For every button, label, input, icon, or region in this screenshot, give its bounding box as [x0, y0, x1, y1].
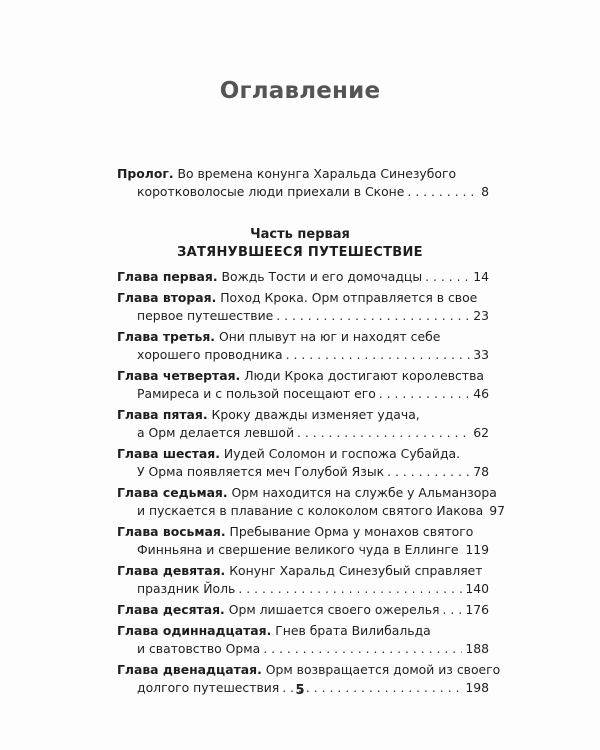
entry-title-line2: и пускается в плавание с колоколом святого Иакова — [137, 503, 484, 518]
entry-title-line2: праздник Йоль — [137, 581, 236, 596]
entry-title-line1: Орм возвращается домой из своего — [265, 662, 501, 677]
entry-label: Глава десятая. — [117, 602, 225, 617]
entry-page-number: 33 — [473, 347, 489, 362]
entry-page-number: 78 — [473, 464, 489, 479]
entry-page-number: 14 — [473, 269, 489, 284]
entry-title-line2: У Орма появляется меч Голубой Язык — [137, 464, 385, 479]
entry-page-number: 119 — [465, 542, 489, 557]
entry-label: Глава шестая. — [117, 446, 220, 461]
dot-leader — [379, 385, 470, 403]
toc-entry-chapter — [117, 328, 489, 364]
entry-title-line2: а Орм делается левшой — [137, 425, 295, 440]
entry-title-line1: Иудей Соломон и госпожа Субайда. — [223, 446, 461, 461]
toc-entry-chapter — [117, 406, 489, 442]
entry-label: Глава одиннадцатая. — [117, 623, 272, 638]
entry-title-line1: Кроку дважды изменяет удача, — [211, 407, 420, 422]
entry-label: Глава пятая. — [117, 407, 208, 422]
entry-title-line1: Во времена конунга Харальда Синезубого — [177, 166, 457, 181]
toc-entry-chapter — [117, 601, 489, 619]
toc-entry-prologue — [117, 165, 489, 201]
toc-entry-chapter — [117, 523, 489, 559]
entry-title-line1: Орм лишается своего ожерелья — [228, 602, 440, 617]
entry-page-number: 46 — [473, 386, 489, 401]
page-title: Оглавление — [219, 78, 381, 104]
entry-label: Пролог. — [117, 166, 174, 181]
toc-entry-chapter — [117, 445, 489, 481]
entry-page-number: 188 — [465, 641, 489, 656]
dot-leader — [286, 346, 471, 364]
toc-entry-chapter — [117, 562, 489, 598]
entry-title-line1: Пребывание Орма у монахов святого — [229, 524, 474, 539]
entry-title-line2: и сватовство Орма — [137, 641, 261, 656]
entry-title-line1: Конунг Харальд Синезубый справляет — [229, 563, 483, 578]
toc-entry-chapter — [117, 622, 489, 658]
part-name: ЗАТЯНУВШЕЕСЯ ПУТЕШЕСТВИЕ — [177, 245, 423, 260]
dot-leader — [442, 601, 462, 619]
entry-title-line1: Орм находится на службе у Альманзора — [231, 485, 497, 500]
entry-label: Глава вторая. — [117, 290, 217, 305]
dot-leader — [425, 268, 470, 286]
entry-title-line2: Финньяна и свершение великого чуда в Еллинге — [137, 542, 459, 557]
entry-title-line1: Вождь Тости и его домочадцы — [221, 269, 423, 284]
entry-label: Глава седьмая. — [117, 485, 228, 500]
entry-page-number: 97 — [489, 503, 505, 518]
toc-entry-chapter — [117, 289, 489, 325]
entry-label: Глава двенадцатая. — [117, 662, 262, 677]
entry-label: Глава первая. — [117, 269, 218, 284]
toc-entry-chapter — [117, 484, 505, 520]
entry-page-number: 140 — [465, 581, 489, 596]
entry-title-line2: коротковолосые люди приехали в Сконе — [137, 184, 405, 199]
entry-label: Глава восьмая. — [117, 524, 226, 539]
entry-title-line2: Рамиреса и с пользой посещают его — [137, 386, 376, 401]
toc-entry-chapter — [117, 268, 489, 286]
entry-page-number: 176 — [465, 602, 489, 617]
entry-label: Глава четвертая. — [117, 368, 241, 383]
chapter-list — [117, 268, 505, 700]
entry-page-number: 198 — [465, 680, 489, 695]
dot-leader — [462, 541, 463, 559]
entry-title-line2: долгого путешествия — [137, 680, 280, 695]
entry-title-line1: Люди Крока достигают королевства — [244, 368, 484, 383]
entry-page-number: 23 — [473, 308, 489, 323]
toc-entry-chapter — [117, 367, 489, 403]
entry-title-line1: Гнев брата Вилибальда — [275, 623, 431, 638]
page-number: 5 — [295, 683, 305, 698]
part-label: Часть первая — [250, 227, 350, 242]
entry-page-number: 8 — [481, 184, 489, 199]
dot-leader — [387, 463, 470, 481]
dot-leader — [407, 183, 478, 201]
entry-title-line1: Они плывут на юг и находят себе — [218, 329, 441, 344]
dot-leader — [276, 307, 470, 325]
dot-leader — [238, 580, 462, 598]
entry-label: Глава третья. — [117, 329, 215, 344]
dot-leader — [297, 424, 470, 442]
entry-label: Глава девятая. — [117, 563, 226, 578]
entry-title-line2: первое путешествие — [137, 308, 274, 323]
entry-title-line1: Поход Крока. Орм отправляется в свое — [220, 290, 478, 305]
entry-title-line2: хорошего проводника — [137, 347, 283, 362]
entry-page-number: 62 — [473, 425, 489, 440]
dot-leader — [263, 640, 462, 658]
